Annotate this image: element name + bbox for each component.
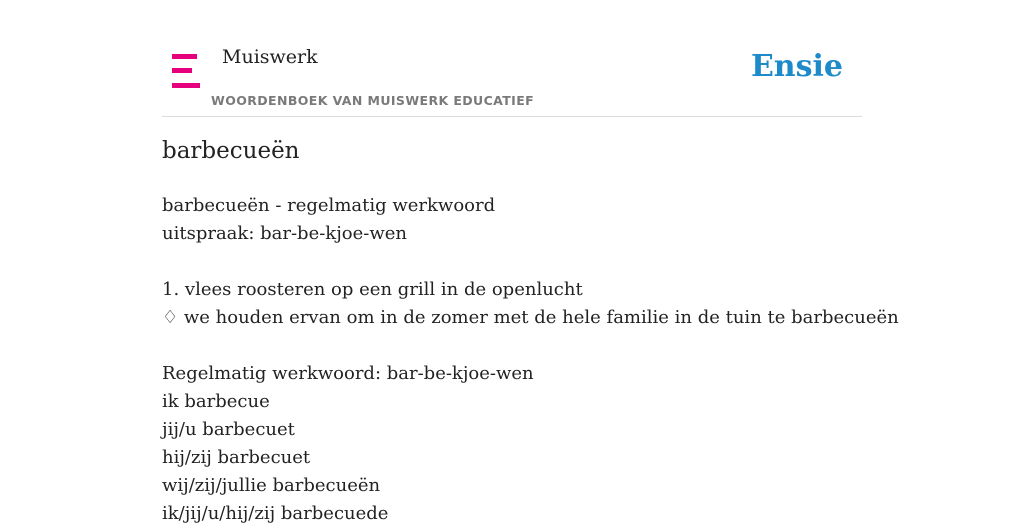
entry-body (162, 192, 899, 528)
pronunciation-line: uitspraak: bar-be-kjoe-wen (162, 223, 408, 244)
definition-line: barbecueën - regelmatig werkwoord (162, 195, 496, 216)
example-line: ♢ we houden ervan om in de zomer met de hele familie in de tuin te barbecueën (162, 307, 899, 328)
spacer (162, 248, 882, 276)
spacer (162, 332, 882, 360)
conjugation-line: jij/u barbecuet (162, 419, 295, 440)
conjugation-line: hij/zij barbecuet (162, 447, 311, 468)
conjugation-header: Regelmatig werkwoord: bar-be-kjoe-wen (162, 363, 534, 384)
conjugation-line: ik/jij/u/hij/zij barbecuede (162, 503, 389, 524)
entry-title: barbecueën (162, 138, 300, 164)
site-subtitle: WOORDENBOEK VAN MUISWERK EDUCATIEF (211, 93, 535, 108)
ensie-brand-logo[interactable]: Ensie (750, 49, 843, 84)
site-name[interactable]: Muiswerk (222, 46, 318, 68)
conjugation-line: ik barbecue (162, 391, 270, 412)
site-header (162, 0, 862, 117)
conjugation-line: wij/zij/jullie barbecueën (162, 475, 381, 496)
muiswerk-logo-icon[interactable] (172, 54, 200, 88)
meaning-line: 1. vlees roosteren op een grill in de openlucht (162, 279, 583, 300)
